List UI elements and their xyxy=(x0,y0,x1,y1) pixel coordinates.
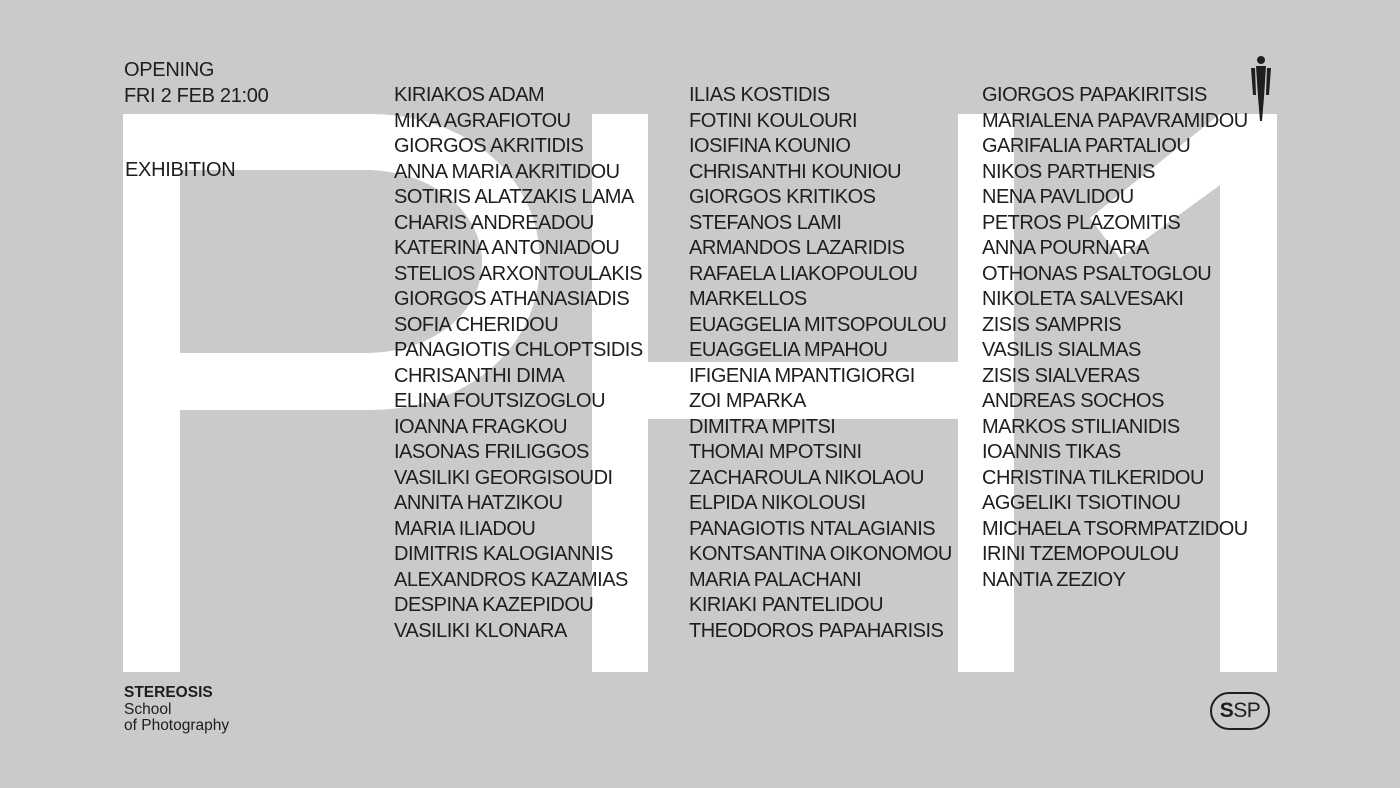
artist-name: PANAGIOTIS NTALAGIANIS xyxy=(689,517,936,540)
artist-list-column-2 xyxy=(689,83,952,644)
artist-name: THOMAI MPOTSINI xyxy=(689,441,862,463)
artist-name: STELIOS ARXONTOULAKIS xyxy=(394,262,643,285)
artist-list-column-1 xyxy=(394,83,643,644)
exhibition-label: EXHIBITION xyxy=(125,159,236,181)
artist-name: IRINI TZEMOPOULOU xyxy=(982,543,1179,565)
opening-label: OPENING xyxy=(124,59,215,81)
artist-name: ELPIDA NIKOLOUSI xyxy=(689,492,866,514)
artist-name: DIMITRIS KALOGIANNIS xyxy=(394,543,613,565)
artist-name: SOTIRIS ALATZAKIS LAMA xyxy=(394,186,634,208)
artist-name: OTHONAS PSALTOGLOU xyxy=(982,262,1212,285)
artist-name: GIORGOS ATHANASIADIS xyxy=(394,288,630,310)
standing-figure-icon xyxy=(1247,55,1275,121)
artist-name: IASONAS FRILIGGOS xyxy=(394,441,589,463)
artist-name: IOANNA FRAGKOU xyxy=(394,415,568,438)
artist-name: AGGELIKI TSIOTINOU xyxy=(982,492,1181,514)
artist-name: VASILIKI KLONARA xyxy=(394,619,567,642)
brand-name: STEREOSIS xyxy=(124,684,213,701)
opening-info xyxy=(124,58,268,109)
artist-name: CHRISANTHI DIMA xyxy=(394,364,565,387)
artist-name: ANNA MARIA AKRITIDOU xyxy=(394,160,620,183)
artist-name: PETROS PLAZOMITIS xyxy=(982,211,1181,234)
artist-name: MICHAELA TSORMPATZIDOU xyxy=(982,517,1248,540)
artist-name: ALEXANDROS KAZAMIAS xyxy=(394,568,628,591)
brand-line-3: of Photography xyxy=(124,717,230,734)
artist-name: MARIA PALACHANI xyxy=(689,568,862,591)
artist-name: KIRIAKOS ADAM xyxy=(394,84,545,106)
artist-name: ELINA FOUTSIZOGLOU xyxy=(394,390,606,412)
artist-name: NANTIA ZEZIOY xyxy=(982,568,1126,591)
school-brand xyxy=(124,685,229,735)
artist-name: NIKOLETA SALVESAKI xyxy=(982,288,1184,310)
artist-name: VASILIKI GEORGISOUDI xyxy=(394,466,613,489)
artist-name: GIORGOS KRITIKOS xyxy=(689,186,876,208)
artist-name: GARIFALIA PARTALIOU xyxy=(982,135,1191,157)
artist-name: CHRISANTHI KOUNIOU xyxy=(689,160,902,183)
artist-name: RAFAELA LIAKOPOULOU xyxy=(689,262,918,285)
artist-name: CHRISTINA TILKERIDOU xyxy=(982,466,1204,489)
artist-name: DIMITRA MPITSI xyxy=(689,415,836,438)
artist-name: VASILIS SIALMAS xyxy=(982,339,1141,361)
artist-name: ANDREAS SOCHOS xyxy=(982,390,1164,412)
artist-name: KIRIAKI PANTELIDOU xyxy=(689,594,884,616)
artist-name: NIKOS PARTHENIS xyxy=(982,160,1155,183)
artist-name: GIORGOS AKRITIDIS xyxy=(394,135,584,157)
artist-name: THEODOROS PAPAHARISIS xyxy=(689,619,944,642)
artist-name: ANNITA HATZIKOU xyxy=(394,492,563,514)
artist-name: PANAGIOTIS CHLOPTSIDIS xyxy=(394,339,643,361)
artist-name: SOFIA CHERIDOU xyxy=(394,313,559,336)
artist-name: ZOI MPARKA xyxy=(689,390,806,412)
artist-name: CHARIS ANDREADOU xyxy=(394,211,594,234)
artist-name: MARIALENA PAPAVRAMIDOU xyxy=(982,109,1248,132)
artist-name: GIORGOS PAPAKIRITSIS xyxy=(982,84,1207,106)
artist-list-column-3 xyxy=(982,83,1248,593)
ssp-logo-icon xyxy=(1210,692,1270,730)
artist-name: MARIA ILIADOU xyxy=(394,517,536,540)
artist-name: ARMANDOS LAZARIDIS xyxy=(689,237,905,259)
artist-name: ZACHAROULA NIKOLAOU xyxy=(689,466,925,489)
artist-name: FOTINI KOULOURI xyxy=(689,109,858,132)
artist-name: ANNA POURNARA xyxy=(982,237,1149,259)
artist-name: KATERINA ANTONIADOU xyxy=(394,237,620,259)
artist-name: ILIAS KOSTIDIS xyxy=(689,84,830,106)
opening-datetime: FRI 2 FEB 21:00 xyxy=(124,84,269,107)
artist-name: STEFANOS LAMI xyxy=(689,211,842,234)
artist-name: MIKA AGRAFIOTOU xyxy=(394,109,571,132)
artist-name: ZISIS SIALVERAS xyxy=(982,364,1140,387)
artist-name: EUAGGELIA MITSOPOULOU xyxy=(689,313,947,336)
artist-name: IOANNIS TIKAS xyxy=(982,441,1121,463)
artist-name: NENA PAVLIDOU xyxy=(982,186,1134,208)
badge-bold: S xyxy=(1219,699,1234,722)
artist-name: IFIGENIA MPANTIGIORGI xyxy=(689,364,915,387)
artist-name: KONTSANTINA OIKONOMOU xyxy=(689,543,952,565)
artist-name: EUAGGELIA MPAHOU xyxy=(689,339,888,361)
badge-rest: SP xyxy=(1233,699,1261,722)
artist-name: ZISIS SAMPRIS xyxy=(982,313,1122,336)
brand-line-2: School xyxy=(124,700,172,718)
artist-name: MARKOS STILIANIDIS xyxy=(982,415,1180,438)
artist-name: MARKELLOS xyxy=(689,288,807,310)
artist-name: DESPINA KAZEPIDOU xyxy=(394,594,594,616)
artist-name: IOSIFINA KOUNIO xyxy=(689,135,851,157)
